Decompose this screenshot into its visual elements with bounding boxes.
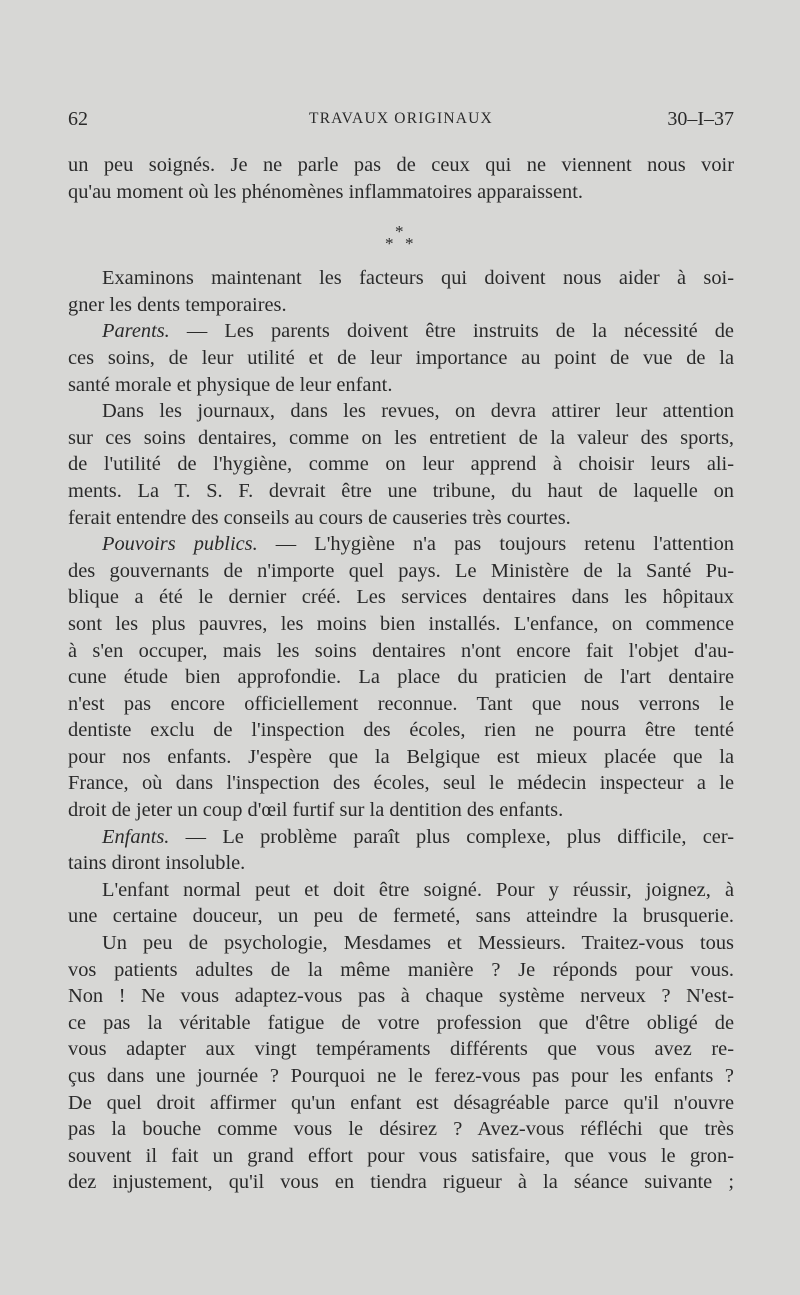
text-line: Non ! Ne vous adaptez-vous pas à chaque système nerveux ? N'est-	[68, 985, 734, 1008]
text-line: Dans les journaux, dans les revues, on devra attirer leur attention	[102, 400, 734, 423]
issue-date: 30–I–37	[667, 108, 734, 130]
text-line: droit de jeter un coup d'œil furtif sur la dentition des enfants.	[68, 799, 564, 822]
text-line: sont les plus pauvres, les moins bien installés. L'enfance, on commence	[68, 612, 734, 635]
text-line: Un peu de psychologie, Mesdames et Messieurs. Traitez-vous tous	[102, 932, 734, 955]
asterism-star: *	[385, 234, 394, 254]
text-line: Enfants. — Le problème paraît plus complexe, plus difficile, cer-	[102, 825, 734, 848]
text-line: çus dans une journée ? Pourquoi ne le ferez-vous pas pour les enfants ?	[68, 1065, 734, 1087]
text-line: Examinons maintenant les facteurs qui doivent nous aider à soi-	[102, 267, 734, 290]
text-line: dez injustement, qu'il vous en tiendra rigueur à la séance suivante ;	[68, 1171, 734, 1194]
section-lead-enfants: Enfants.	[102, 825, 170, 848]
text-line: vous adapter aux vingt tempéraments différents que vous avez re-	[68, 1038, 734, 1061]
text-line: L'enfant normal peut et doit être soigné. Pour y réussir, joignez, à	[102, 878, 734, 901]
text-line: dentiste exclu de l'inspection des écoles, rien ne pourra être tenté	[68, 719, 734, 742]
page-number: 62	[68, 108, 88, 130]
text-line: blique a été le dernier créé. Les services dentaires dans les hôpitaux	[68, 586, 734, 609]
text-line: de l'utilité de l'hygiène, comme on leur apprend à choisir leurs ali-	[68, 453, 734, 476]
text-line: à s'en occuper, mais les soins dentaires n'ont encore fait l'objet d'au-	[68, 639, 734, 662]
text-line: cune étude bien approfondie. La place du praticien de l'art dentaire	[68, 666, 734, 689]
asterism-star: *	[405, 234, 414, 254]
article-body	[68, 152, 734, 1196]
text-line: un peu soignés. Je ne parle pas de ceux qui ne viennent nous voir	[68, 154, 734, 176]
text-line: gner les dents temporaires.	[68, 293, 287, 316]
text-line: vos patients adultes de la même manière ? Je réponds pour vous.	[68, 958, 734, 981]
text-line: une certaine douceur, un peu de fermeté, sans atteindre la brusquerie.	[68, 905, 734, 928]
running-header	[68, 108, 734, 136]
section-lead-parents: Parents.	[102, 320, 170, 343]
running-title: TRAVAUX ORIGINAUX	[309, 110, 493, 127]
text-line: ce pas la véritable fatigue de votre profession que d'être obligé de	[68, 1011, 734, 1034]
text-line: ments. La T. S. F. devrait être une tribune, du haut de laquelle on	[68, 479, 734, 502]
text-line: santé morale et physique de leur enfant.	[68, 373, 393, 396]
text-line: Pouvoirs publics. — L'hygiène n'a pas toujours retenu l'attention	[102, 533, 734, 556]
text-line: pas la bouche comme vous le désirez ? Avez-vous réfléchi que très	[68, 1118, 734, 1141]
section-lead-pouvoirs-publics: Pouvoirs publics.	[102, 533, 258, 556]
text-line: sur ces soins dentaires, comme on les entretient de la valeur des sports,	[68, 426, 734, 449]
text-line: souvent il fait un grand effort pour vous satisfaire, que vous le gron-	[68, 1144, 734, 1167]
text-line: De quel droit affirmer qu'un enfant est désagréable parce qu'il n'ouvre	[68, 1091, 734, 1114]
text-line: qu'au moment où les phénomènes inflammatoires apparaissent.	[68, 180, 584, 203]
text-line: France, où dans l'inspection des écoles, seul le médecin inspecteur a le	[68, 772, 734, 795]
section-separator-asterism	[68, 205, 734, 265]
text-line: pour nos enfants. J'espère que la Belgique est mieux placée que la	[68, 745, 734, 768]
asterism-star: *	[395, 222, 404, 242]
text-line: Parents. — Les parents doivent être instruits de la nécessité de	[102, 320, 734, 343]
text-line: n'est pas encore officiellement reconnue. Tant que nous verrons le	[68, 692, 734, 715]
text-line: ces soins, de leur utilité et de leur importance au point de vue de la	[68, 346, 734, 369]
text-line: tains diront insoluble.	[68, 852, 246, 875]
text-line: des gouvernants de n'importe quel pays. Le Ministère de la Santé Pu-	[68, 559, 734, 582]
text-line: ferait entendre des conseils au cours de causeries très courtes.	[68, 506, 571, 529]
